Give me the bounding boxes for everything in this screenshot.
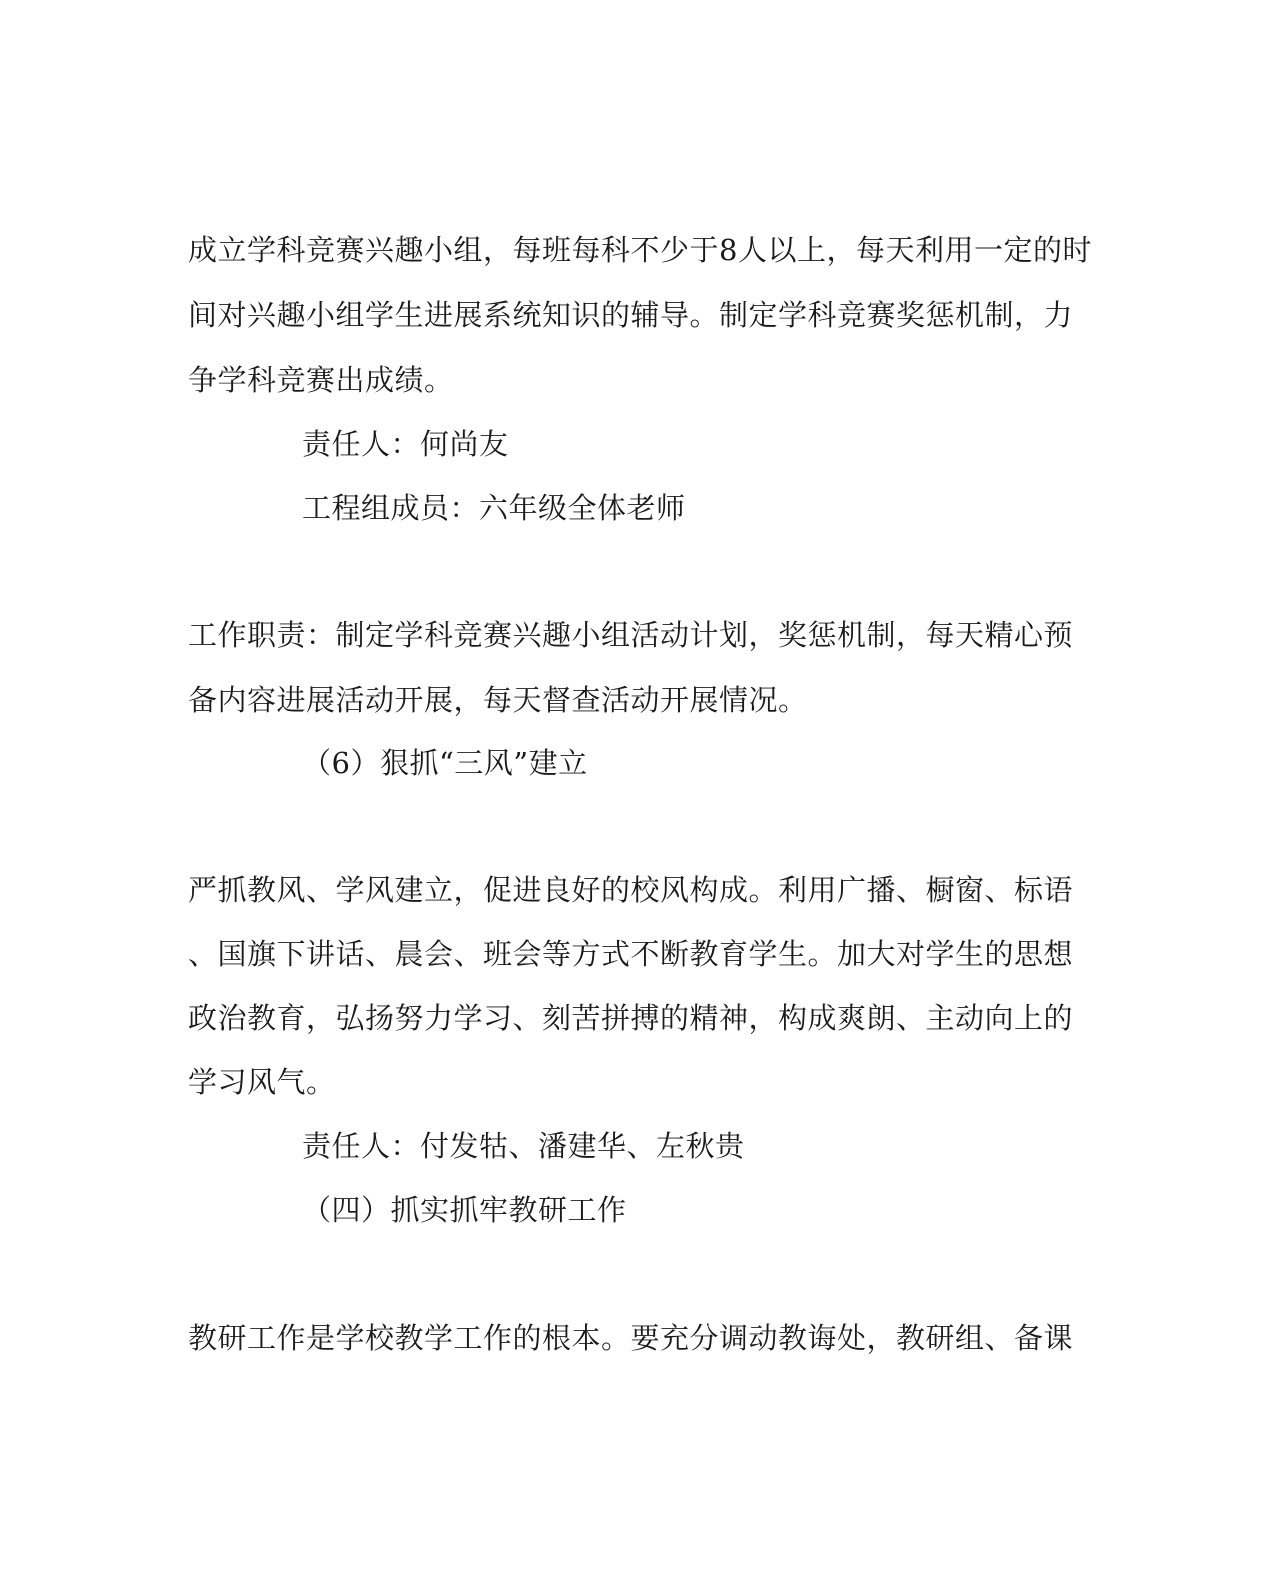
paragraph-3-line-4: 学习风气。 — [188, 1065, 336, 1099]
section-heading-6: （6）狠抓“三风”建立 — [302, 746, 588, 780]
paragraph-3-line-3: 政治教育，弘扬努力学习、刻苦拼搏的精神，构成爽朗、主动向上的 — [188, 1001, 1074, 1035]
paragraph-2-line-2: 备内容进展活动开展，每天督查活动开展情况。 — [188, 683, 808, 717]
responsible-person-1: 责任人：何尚友 — [302, 427, 509, 461]
paragraph-3-line-1: 严抓教风、学风建立，促进良好的校风构成。利用广播、橱窗、标语 — [188, 873, 1074, 907]
paragraph-2-line-1: 工作职责：制定学科竞赛兴趣小组活动计划，奖惩机制，每天精心预 — [188, 618, 1074, 652]
project-team-members: 工程组成员：六年级全体老师 — [302, 491, 686, 525]
section-heading-4: （四）抓实抓牢教研工作 — [302, 1193, 627, 1227]
paragraph-1-line-1: 成立学科竞赛兴趣小组，每班每科不少于8人以上，每天利用一定的时 — [188, 233, 1092, 267]
paragraph-4-line-1: 教研工作是学校教学工作的根本。要充分调动教诲处，教研组、备课 — [188, 1321, 1074, 1355]
paragraph-1-line-3: 争学科竞赛出成绩。 — [188, 363, 454, 397]
paragraph-1-line-2: 间对兴趣小组学生进展系统知识的辅导。制定学科竞赛奖惩机制，力 — [188, 298, 1074, 332]
paragraph-3-line-2: 、国旗下讲话、晨会、班会等方式不断教育学生。加大对学生的思想 — [188, 937, 1074, 971]
responsible-person-2: 责任人：付发牯、潘建华、左秋贵 — [302, 1129, 745, 1163]
